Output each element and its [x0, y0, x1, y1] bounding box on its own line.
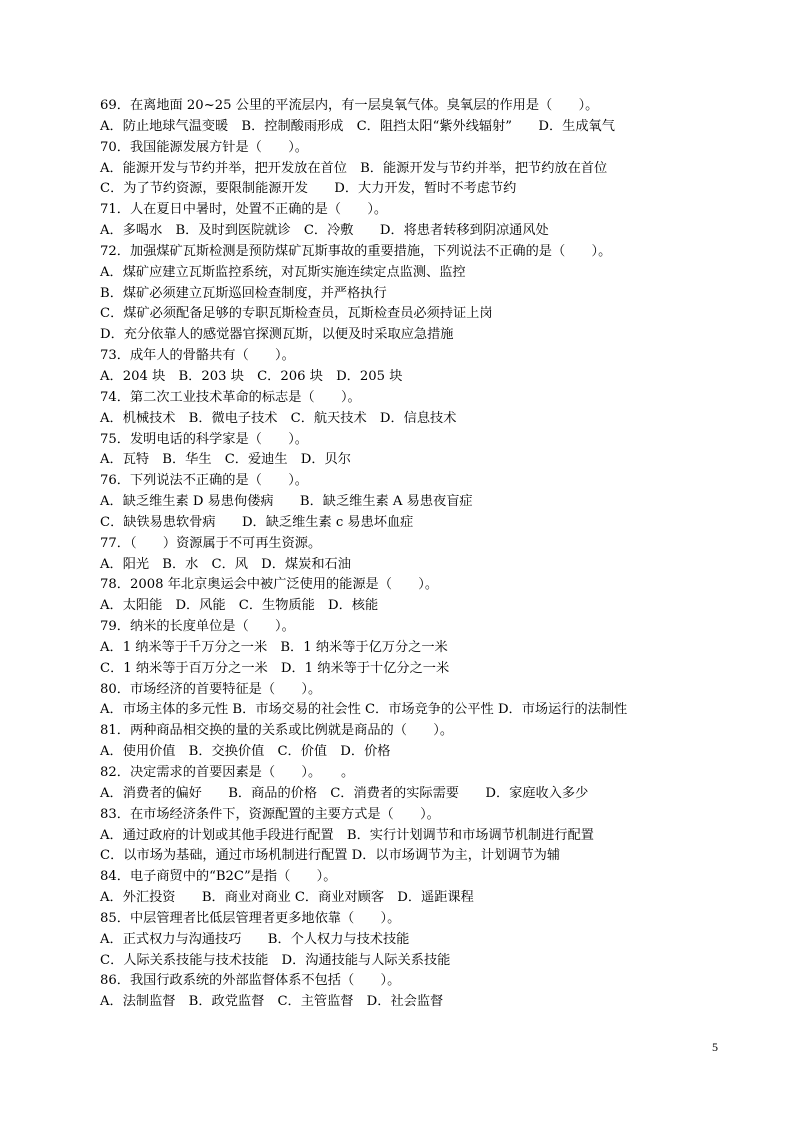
- options-79-cd: C．1 纳米等于百万分之一米 D．1 纳米等于十亿分之一米: [100, 660, 450, 676]
- question-84: 84．电子商贸中的“B2C”是指（ ）。: [100, 869, 337, 885]
- question-78: 78．2008 年北京奥运会中被广泛使用的能源是（ ）。: [100, 577, 439, 593]
- question-85: 85．中层管理者比低层管理者更多地依靠（ ）。: [100, 910, 401, 926]
- options-85-ab: A．正式权力与沟通技巧 B．个人权力与技术技能: [100, 931, 410, 947]
- question-73: 73．成年人的骨骼共有（ ）。: [100, 348, 295, 364]
- options-86: A．法制监督 B．政党监督 C．主管监督 D．社会监督: [100, 994, 444, 1010]
- document-body: [100, 96, 700, 1013]
- option-72-d: D．充分依靠人的感觉器官探测瓦斯，以便及时采取应急措施: [100, 327, 454, 343]
- option-72-c: C．煤矿必须配备足够的专职瓦斯检查员，瓦斯检查员必须持证上岗: [100, 306, 493, 322]
- options-69: A．防止地球气温变暖 B．控制酸雨形成 C．阻挡太阳“紫外线辐射” D．生成氧气: [100, 118, 615, 134]
- question-70: 70．我国能源发展方针是（ ）。: [100, 139, 308, 155]
- options-83-ab: A．通过政府的计划或其他手段进行配置 B．实行计划调节和市场调节机制进行配置: [100, 827, 594, 843]
- options-83-cd: C．以市场为基础，通过市场机制进行配置 D．以市场调节为主，计划调节为辅: [100, 848, 561, 864]
- question-69: 69．在离地面 20~25 公里的平流层内，有一层臭氧气体。臭氧层的作用是（ ）。: [100, 98, 599, 113]
- options-78: A．太阳能 D．风能 C．生物质能 D．核能: [100, 598, 379, 614]
- question-86: 86．我国行政系统的外部监督体系不包括（ ）。: [100, 973, 401, 989]
- options-84: A．外汇投资 B．商业对商业 C．商业对顾客 D．遥距课程: [100, 890, 474, 906]
- question-80: 80．市场经济的首要特征是（ ）。: [100, 681, 322, 697]
- question-79: 79．纳米的长度单位是（ ）。: [100, 619, 295, 635]
- question-75: 75．发明电话的科学家是（ ）。: [100, 431, 308, 447]
- options-76-ab: A．缺乏维生素 D 易患佝偻病 B．缺乏维生素 A 易患夜盲症: [100, 494, 473, 510]
- options-75: A．瓦特 B．华生 C．爱迪生 D．贝尔: [100, 452, 351, 468]
- options-77: A．阳光 B．水 C．风 D．煤炭和石油: [100, 556, 351, 572]
- question-81: 81．两种商品相交换的量的关系或比例就是商品的（ ）。: [100, 723, 454, 739]
- options-82: A．消费者的偏好 B．商品的价格 C．消费者的实际需要 D．家庭收入多少: [100, 785, 589, 801]
- options-85-cd: C．人际关系技能与技术技能 D．沟通技能与人际关系技能: [100, 952, 451, 968]
- question-82: 82．决定需求的首要因素是（ ）。 。: [100, 765, 355, 780]
- options-74: A．机械技术 B．微电子技术 C．航天技术 D．信息技术: [100, 410, 457, 426]
- options-76-cd: C．缺铁易患软骨病 D．缺乏维生素 c 易患坏血症: [100, 514, 414, 530]
- question-77: 77．（ ）资源属于不可再生资源。: [100, 535, 322, 551]
- question-74: 74．第二次工业技术革命的标志是（ ）。: [100, 389, 361, 405]
- question-71: 71．人在夏日中暑时，处置不正确的是（ ）。: [100, 202, 388, 218]
- option-72-a: A．煤矿应建立瓦斯监控系统，对瓦斯实施连续定点监测、监控: [100, 264, 466, 280]
- options-80: A．市场主体的多元性 B．市场交易的社会性 C．市场竞争的公平性 D．市场运行的法制性: [100, 702, 628, 718]
- options-70-cd: C．为了节约资源，要限制能源开发 D．大力开发，暂时不考虑节约: [100, 181, 517, 197]
- question-83: 83．在市场经济条件下，资源配置的主要方式是（ ）。: [100, 806, 440, 822]
- option-72-b: B．煤矿必须建立瓦斯巡回检查制度，并严格执行: [100, 285, 387, 301]
- options-70-ab: A．能源开发与节约并举，把开发放在首位 B．能源开发与节约并举，把节约放在首位: [100, 160, 608, 176]
- options-79-ab: A．1 纳米等于千万分之一米 B．1 纳米等于亿万分之一米: [100, 639, 448, 655]
- question-72: 72．加强煤矿瓦斯检测是预防煤矿瓦斯事故的重要措施，下列说法不正确的是（ ）。: [100, 243, 612, 259]
- options-71: A．多喝水 B．及时到医院就诊 C．冷敷 D．将患者转移到阴凉通风处: [100, 223, 549, 239]
- page-number: 5: [712, 1040, 718, 1054]
- options-81: A．使用价值 B．交换价值 C．价值 D．价格: [100, 744, 391, 760]
- question-76: 76．下列说法不正确的是（ ）。: [100, 473, 308, 489]
- options-73: A．204 块 B．203 块 C．206 块 D．205 块: [100, 368, 403, 384]
